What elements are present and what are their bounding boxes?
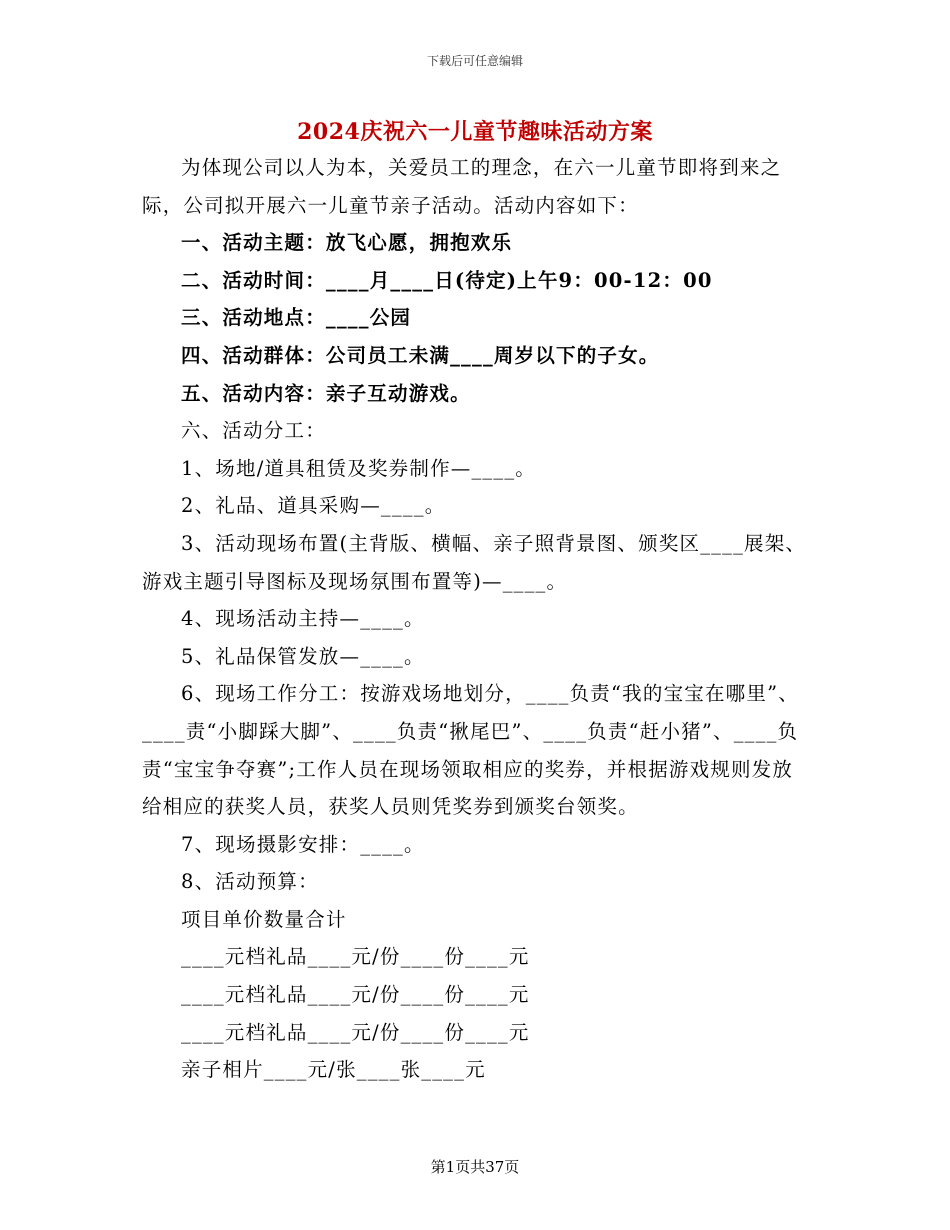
section-time: 二、活动时间：____月____日(待定)上午9：00-12：00 <box>181 268 713 292</box>
document-title: 2024庆祝六一儿童节趣味活动方案 <box>297 119 653 145</box>
division-item: 1、场地/道具租赁及奖券制作—____。 <box>181 456 536 480</box>
division-item: 7、现场摄影安排：____。 <box>181 832 425 856</box>
division-item: 2、礼品、道具采购—____。 <box>181 494 446 518</box>
budget-row: ____元档礼品____元/份____份____元 <box>181 983 530 1007</box>
intro-paragraph: 为体现公司以人为本，关爱员工的理念，在六一儿童节即将到来之际，公司拟开展六一儿童节亲子活动。活动内容如下： <box>142 156 782 217</box>
division-item: 4、现场活动主持—____。 <box>181 607 425 631</box>
document-body <box>142 149 812 1089</box>
budget-row: 亲子相片____元/张____张____元 <box>181 1058 486 1082</box>
division-item: 6、现场工作分工：按游戏场地划分，____负责“我的宝宝在哪里”、____责“小脚踩大脚”、____负责“揪尾巴”、____负责“赶小猪”、____负责“宝宝争夺赛”;工作人员在现场领取相应的奖券，并根据游戏规则发放给相应的获奖人员，获奖人员则凭奖券到颁奖台领奖。 <box>142 682 799 819</box>
division-heading: 六、活动分工： <box>181 419 326 443</box>
section-theme: 一、活动主题：放飞心愿，拥抱欢乐 <box>181 231 513 255</box>
division-item: 5、礼品保管发放—____。 <box>181 644 425 668</box>
section-participants: 四、活动群体：公司员工未满____周岁以下的子女。 <box>181 343 660 367</box>
section-content: 五、活动内容：亲子互动游戏。 <box>181 381 471 405</box>
division-item: 3、活动现场布置(主背版、横幅、亲子照背景图、颁奖区____展架、游戏主题引导图标及现场氛围布置等)—____。 <box>142 531 807 593</box>
budget-header: 项目单价数量合计 <box>181 907 347 931</box>
page-header-note: 下载后可任意编辑 <box>426 54 523 68</box>
page-number: 第1页共37页 <box>430 1158 520 1176</box>
division-item: 8、活动预算： <box>181 870 319 894</box>
section-location: 三、活动地点：____公园 <box>181 306 412 330</box>
budget-row: ____元档礼品____元/份____份____元 <box>181 945 530 969</box>
budget-row: ____元档礼品____元/份____份____元 <box>181 1020 530 1044</box>
